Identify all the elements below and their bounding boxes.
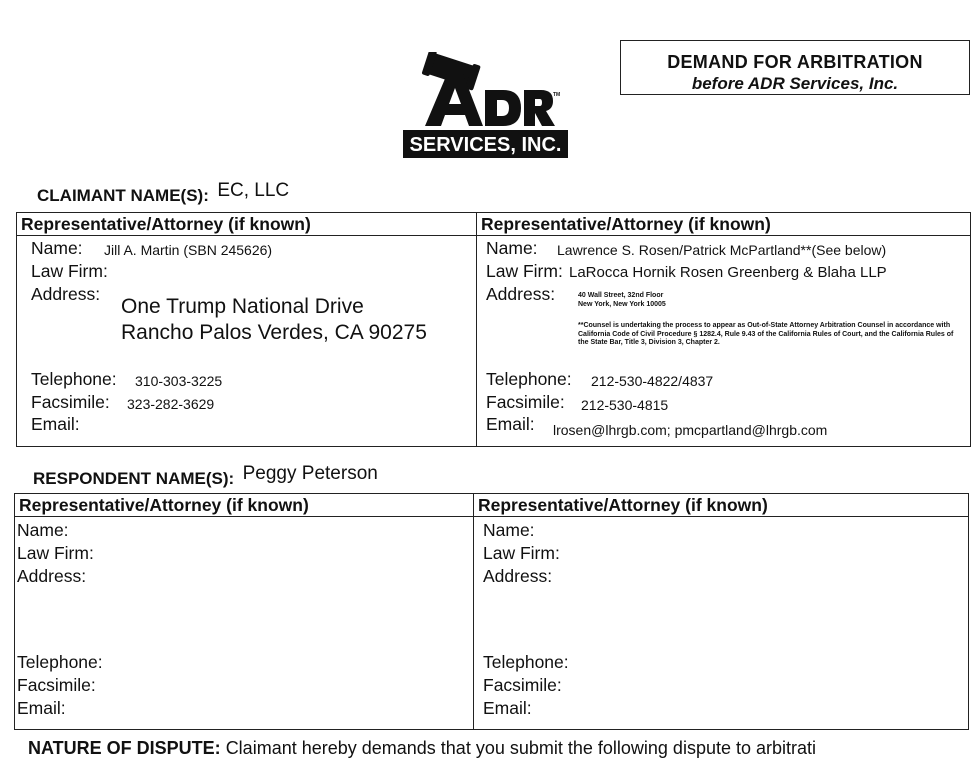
address-label: Address: <box>483 566 553 586</box>
email-label: Email: <box>486 414 535 434</box>
claimant-rep-left <box>17 236 476 446</box>
address-label: Address: <box>31 284 101 304</box>
claimant-name-row <box>37 180 290 207</box>
logo-subtitle: SERVICES, INC. <box>409 134 562 156</box>
respondent-rep-right <box>474 517 968 729</box>
facsimile-value: 212-530-4815 <box>581 397 669 413</box>
address-label: Address: <box>486 284 556 304</box>
address-line-1: 40 Wall Street, 32nd Floor <box>578 292 664 299</box>
claimant-name-value: EC, LLC <box>217 180 290 201</box>
adr-services-logo <box>403 52 568 160</box>
address-line-2: Rancho Palos Verdes, CA 90275 <box>121 321 427 344</box>
law-firm-label: Law Firm: <box>483 543 560 563</box>
address-line-2: New York, New York 10005 <box>578 301 666 308</box>
facsimile-value: 323-282-3629 <box>127 396 215 412</box>
email-label: Email: <box>17 698 66 718</box>
telephone-label: Telephone: <box>17 652 103 672</box>
claimant-rep-right <box>477 236 970 446</box>
respondent-name-row <box>33 463 378 490</box>
nature-of-dispute-text: Claimant hereby demands that you submit the following dispute to arbitrati <box>225 738 817 758</box>
nature-of-dispute-line <box>28 738 816 759</box>
telephone-label: Telephone: <box>486 369 572 389</box>
name-value: Jill A. Martin (SBN 245626) <box>104 242 273 258</box>
document-title: DEMAND FOR ARBITRATION <box>667 52 923 72</box>
address-line-1: One Trump National Drive <box>121 295 364 318</box>
telephone-value: 212-530-4822/4837 <box>591 373 714 389</box>
out-of-state-counsel-note: **Counsel is undertaking the process to appear as Out-of-State Attorney Arbitration Counsel in accordance with California Code of Civil Procedure § 1282.4, Rule 9.43 of the California Rules of Court, and the California Rules of the State Bar, Title 3, Division 3, Chapter 2. <box>578 322 954 346</box>
svg-text:TM: TM <box>553 92 561 98</box>
email-label: Email: <box>31 414 80 434</box>
address-label: Address: <box>17 566 87 586</box>
claimant-rep-heading-left: Representative/Attorney (if known) <box>17 213 477 236</box>
respondent-representatives-table <box>14 493 969 730</box>
facsimile-label: Facsimile: <box>17 675 96 695</box>
respondent-name-label: RESPONDENT NAME(S): <box>33 469 235 488</box>
name-label: Name: <box>486 238 538 258</box>
respondent-name-value: Peggy Peterson <box>242 463 378 484</box>
facsimile-label: Facsimile: <box>486 392 565 412</box>
telephone-label: Telephone: <box>483 652 569 672</box>
respondent-rep-heading-right: Representative/Attorney (if known) <box>474 494 969 517</box>
nature-of-dispute-label: NATURE OF DISPUTE: <box>28 738 221 758</box>
document-subtitle: before ADR Services, Inc. <box>691 74 899 93</box>
law-firm-label: Law Firm: <box>17 543 94 563</box>
name-label: Name: <box>31 238 83 258</box>
facsimile-label: Facsimile: <box>483 675 562 695</box>
claimant-rep-heading-right: Representative/Attorney (if known) <box>477 213 971 236</box>
email-value: lrosen@lhrgb.com; pmcpartland@lhrgb.com <box>553 422 828 438</box>
email-label: Email: <box>483 698 532 718</box>
law-firm-value: LaRocca Hornik Rosen Greenberg & Blaha LLP <box>569 264 887 281</box>
claimant-name-label: CLAIMANT NAME(S): <box>37 186 209 205</box>
name-label: Name: <box>483 520 535 540</box>
respondent-rep-heading-left: Representative/Attorney (if known) <box>15 494 474 517</box>
telephone-value: 310-303-3225 <box>135 373 223 389</box>
law-firm-label: Law Firm: <box>486 261 563 281</box>
name-value: Lawrence S. Rosen/Patrick McPartland**(See below) <box>557 242 887 258</box>
name-label: Name: <box>17 520 69 540</box>
facsimile-label: Facsimile: <box>31 392 110 412</box>
claimant-representatives-table <box>16 212 971 447</box>
law-firm-label: Law Firm: <box>31 261 108 281</box>
document-title-box <box>620 40 970 95</box>
gavel-logo-icon <box>403 52 568 160</box>
respondent-rep-left <box>15 517 473 729</box>
telephone-label: Telephone: <box>31 369 117 389</box>
